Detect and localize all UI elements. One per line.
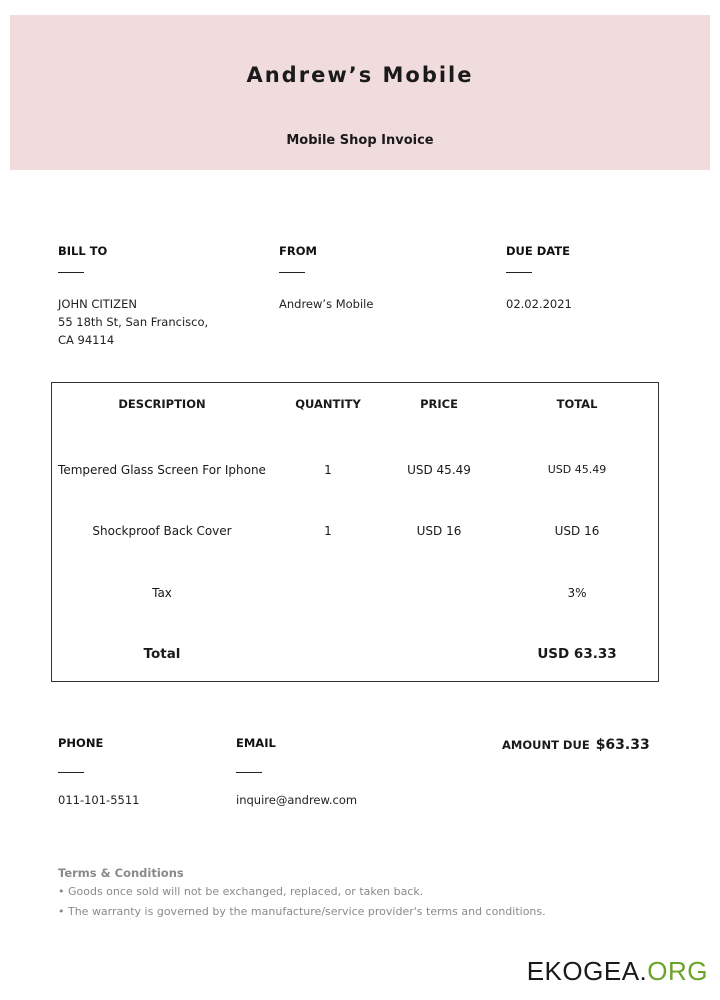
- row-price: USD 45.49: [407, 463, 471, 477]
- terms-line: • Goods once sold will not be exchanged, replaced, or taken back.: [58, 885, 424, 898]
- bill-to-address-line2: CA 94114: [58, 333, 115, 347]
- email-value: inquire@andrew.com: [236, 793, 358, 807]
- invoice-header: [10, 15, 710, 170]
- row-description: Tempered Glass Screen For Iphone: [58, 463, 266, 477]
- terms-title: Terms & Conditions: [58, 866, 184, 880]
- watermark-text-accent: ORG: [647, 956, 708, 986]
- total-value: USD 63.33: [537, 646, 617, 662]
- watermark-text-main: EKOGEA.: [526, 956, 648, 986]
- amount-due-value: $63.33: [595, 737, 650, 753]
- amount-due: [502, 737, 650, 753]
- row-total: USD 45.49: [547, 463, 607, 476]
- due-date-value: 02.02.2021: [506, 297, 572, 311]
- watermark-logo: [527, 956, 708, 987]
- shop-name: Andrew’s Mobile: [246, 63, 474, 87]
- amount-due-label: AMOUNT DUE: [502, 738, 590, 752]
- column-header-total: TOTAL: [556, 397, 598, 411]
- phone-divider: [58, 772, 84, 773]
- from-name: Andrew’s Mobile: [279, 297, 374, 311]
- column-header-price: PRICE: [420, 397, 458, 411]
- terms-line: • The warranty is governed by the manufacture/service provider's terms and conditions.: [58, 905, 546, 918]
- phone-value: 011-101-5511: [58, 793, 140, 807]
- bill-to-address-line1: 55 18th St, San Francisco,: [58, 315, 209, 329]
- bill-to-name: JOHN CITIZEN: [58, 297, 137, 311]
- column-header-description: DESCRIPTION: [118, 397, 206, 411]
- total-label: Total: [143, 646, 181, 662]
- invoice-title: Mobile Shop Invoice: [286, 133, 434, 148]
- items-table: [51, 382, 659, 682]
- due-date-divider: [506, 272, 532, 273]
- due-date-label: DUE DATE: [506, 244, 570, 258]
- row-total: USD 16: [554, 524, 600, 538]
- phone-label: PHONE: [58, 736, 104, 750]
- from-divider: [279, 272, 305, 273]
- email-divider: [236, 772, 262, 773]
- row-description: Shockproof Back Cover: [92, 524, 232, 538]
- row-price: USD 16: [416, 524, 462, 538]
- email-label: EMAIL: [236, 736, 276, 750]
- row-quantity: 1: [324, 463, 332, 477]
- bill-to-divider: [58, 272, 84, 273]
- tax-value: 3%: [567, 586, 587, 600]
- column-header-quantity: QUANTITY: [295, 397, 361, 411]
- from-label: FROM: [279, 244, 317, 258]
- tax-label: Tax: [152, 586, 172, 600]
- bill-to-label: BILL TO: [58, 244, 108, 258]
- row-quantity: 1: [324, 524, 332, 538]
